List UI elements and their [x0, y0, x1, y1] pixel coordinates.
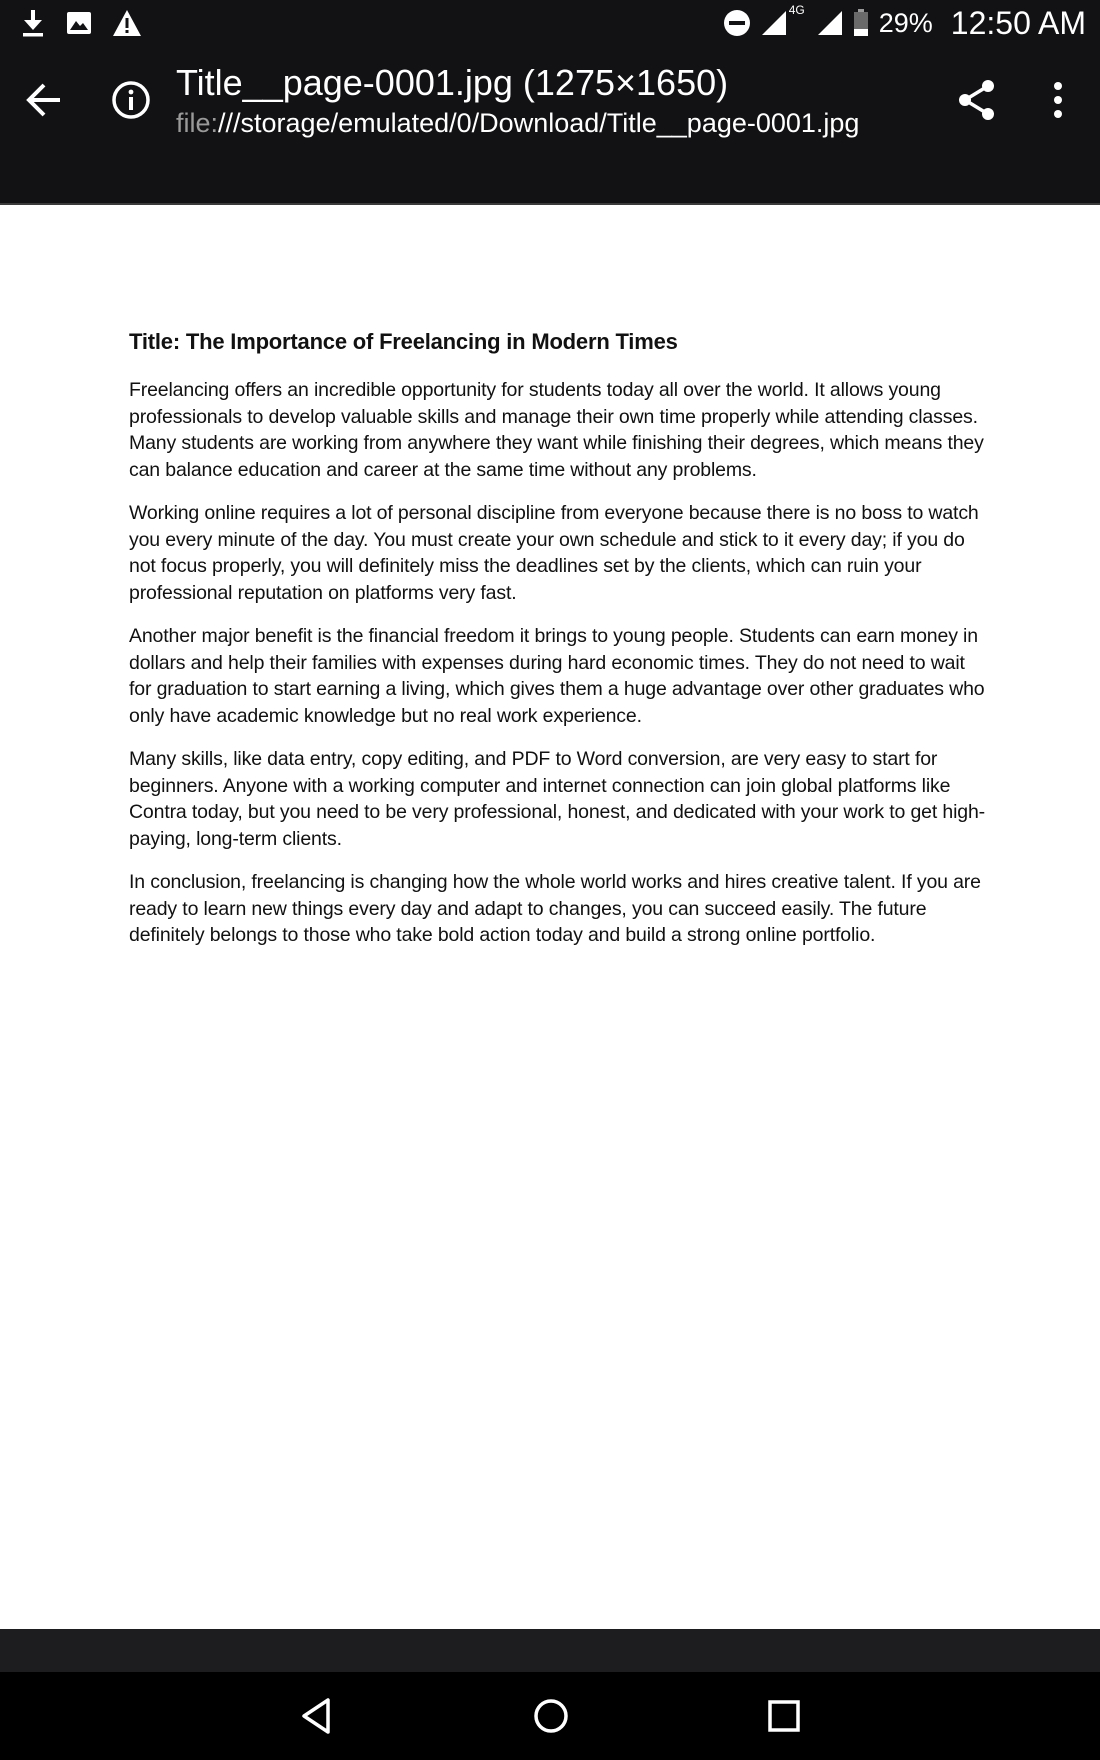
file-title: Title__page-0001.jpg (1275×1650) — [176, 62, 729, 103]
bottom-toolbar-strip — [0, 1629, 1100, 1672]
file-path — [176, 106, 859, 140]
document-paragraph: Working online requires a lot of personal discipline from everyone because there is no boss to watch you every minute of the day. You must create your own schedule and stick to it every day; if you do not focus properly, you will definitely miss the deadlines set by the clients, which can ruin your professional reputation on platforms very fast. — [129, 502, 979, 604]
document-paragraph: Many skills, like data entry, copy editing, and PDF to Word conversion, are very easy to start for beginners. Anyone with a working computer and internet connection can join global platforms like Contra today, but you need to be very professional, honest, and dedicated with your work to get high-paying, long-term clients. — [129, 748, 986, 850]
nav-back-button[interactable] — [294, 1692, 342, 1740]
document-title: Title: The Importance of Freelancing in Modern Times — [129, 329, 678, 354]
app-bar — [0, 46, 1100, 204]
nav-recents-button[interactable] — [760, 1692, 808, 1740]
more-vert-icon — [1040, 78, 1076, 122]
image-viewer[interactable] — [0, 205, 1100, 1629]
share-button[interactable] — [955, 78, 999, 122]
document-paragraph: Another major benefit is the financial freedom it brings to young people. Students can earn money in dollars and help their families with expenses during hard economic times. They do not need to wait for graduation to start earning a living, which gives them a huge advantage over other graduates who only have academic knowledge but no real work experience. — [129, 625, 985, 727]
do-not-disturb-icon — [723, 9, 751, 37]
share-icon — [955, 78, 999, 122]
battery-percent: 29% — [878, 7, 933, 38]
status-bar — [0, 0, 1100, 46]
info-button[interactable] — [110, 79, 152, 121]
download-icon — [20, 8, 46, 38]
signal-icon — [761, 10, 787, 36]
clock: 12:50 AM — [950, 4, 1086, 41]
nav-home-icon — [527, 1692, 575, 1740]
nav-recents-icon — [760, 1692, 808, 1740]
image-icon — [66, 10, 92, 36]
more-options-button[interactable] — [1040, 78, 1076, 122]
document-paragraph: Freelancing offers an incredible opportunity for students today all over the world. It allows young professionals to develop valuable skills and manage their own time properly while attending classes. Many students are working from anywhere they want while finishing their degrees, which means they can balance education and career at the same time without any problems. — [129, 379, 984, 481]
back-arrow-icon — [24, 79, 66, 121]
back-button[interactable] — [24, 79, 66, 121]
title-block — [176, 62, 859, 140]
info-icon — [110, 79, 152, 121]
system-indicators — [723, 0, 1086, 46]
nav-home-button[interactable] — [527, 1692, 575, 1740]
navigation-bar — [0, 1672, 1100, 1760]
document-paragraph: In conclusion, freelancing is changing how the whole world works and hires creative talent. If you are ready to learn new things every day and adapt to changes, you can succeed easily. The future definitely belongs to those who take bold action today and build a strong online portfolio. — [129, 871, 981, 946]
network-4g-label: 4G — [788, 3, 805, 17]
document-page — [129, 329, 989, 966]
file-path-location: ///storage/emulated/0/Download/Title__page-0001.jpg — [218, 108, 860, 138]
battery-icon — [853, 9, 869, 37]
notification-icons — [20, 8, 142, 38]
file-path-scheme: file: — [176, 108, 219, 138]
warning-icon — [112, 9, 142, 37]
nav-back-icon — [294, 1692, 342, 1740]
signal-icon — [817, 10, 843, 36]
